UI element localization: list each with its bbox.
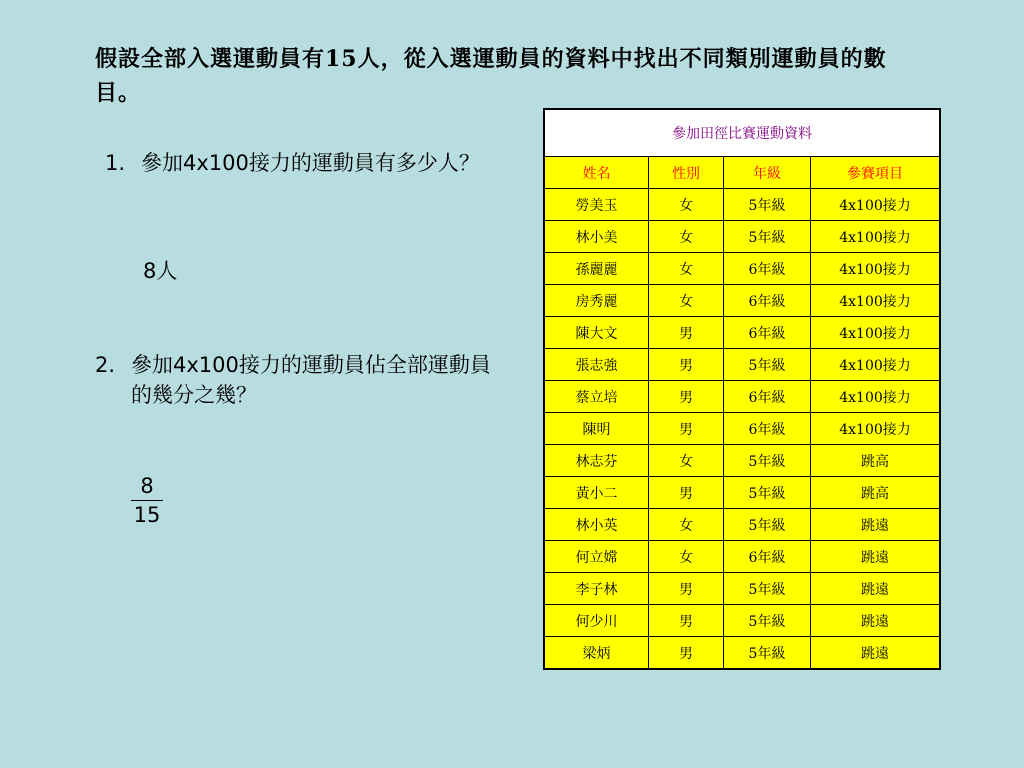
question-2-text: 參加4x100接力的運動員佔全部運動員的幾分之幾？ (131, 353, 491, 407)
cell-gender: 男 (649, 605, 724, 637)
cell-grade: 5年級 (724, 573, 811, 605)
cell-name: 林小英 (544, 509, 649, 541)
cell-name: 李子林 (544, 573, 649, 605)
cell-grade: 5年級 (724, 477, 811, 509)
table-row (544, 285, 940, 317)
cell-event: 跳高 (811, 477, 941, 509)
table-row (544, 221, 940, 253)
cell-name: 何少川 (544, 605, 649, 637)
table-row (544, 477, 940, 509)
table-row (544, 541, 940, 573)
cell-gender: 女 (649, 541, 724, 573)
cell-gender: 女 (649, 253, 724, 285)
question-2 (95, 350, 495, 410)
cell-gender: 女 (649, 509, 724, 541)
cell-event: 4x100接力 (811, 189, 941, 221)
table-row (544, 381, 940, 413)
cell-gender: 男 (649, 381, 724, 413)
cell-gender: 女 (649, 285, 724, 317)
cell-grade: 5年級 (724, 349, 811, 381)
question-2-number: 2. (95, 353, 116, 377)
table-row (544, 509, 940, 541)
table-row (544, 445, 940, 477)
fraction-denominator: 15 (133, 503, 161, 527)
cell-name: 孫麗麗 (544, 253, 649, 285)
cell-name: 陳大文 (544, 317, 649, 349)
table-row (544, 349, 940, 381)
cell-grade: 6年級 (724, 413, 811, 445)
cell-gender: 男 (649, 573, 724, 605)
cell-grade: 5年級 (724, 509, 811, 541)
question-1 (105, 148, 505, 178)
table-row (544, 573, 940, 605)
header-name: 姓名 (544, 157, 649, 189)
cell-event: 4x100接力 (811, 317, 941, 349)
cell-event: 跳遠 (811, 509, 941, 541)
cell-event: 4x100接力 (811, 413, 941, 445)
fraction-numerator: 8 (140, 474, 154, 498)
cell-gender: 女 (649, 445, 724, 477)
cell-grade: 6年級 (724, 285, 811, 317)
cell-gender: 女 (649, 189, 724, 221)
cell-grade: 5年級 (724, 637, 811, 670)
table-title: 參加田徑比賽運動資料 (544, 109, 940, 157)
cell-event: 4x100接力 (811, 285, 941, 317)
cell-gender: 男 (649, 477, 724, 509)
question-2-answer-fraction (131, 474, 163, 527)
question-1-answer: 8人 (143, 259, 178, 283)
cell-event: 跳遠 (811, 573, 941, 605)
question-1-text: 參加4x100接力的運動員有多少人？ (141, 151, 480, 175)
header-event: 參賽項目 (811, 157, 941, 189)
table-row (544, 605, 940, 637)
cell-event: 4x100接力 (811, 253, 941, 285)
cell-grade: 5年級 (724, 189, 811, 221)
cell-event: 跳遠 (811, 605, 941, 637)
fraction-bar (131, 500, 163, 501)
cell-gender: 男 (649, 317, 724, 349)
cell-grade: 6年級 (724, 541, 811, 573)
cell-gender: 女 (649, 221, 724, 253)
cell-grade: 5年級 (724, 445, 811, 477)
cell-name: 梁炳 (544, 637, 649, 670)
table-row (544, 189, 940, 221)
cell-name: 蔡立培 (544, 381, 649, 413)
cell-name: 勞美玉 (544, 189, 649, 221)
question-1-number: 1. (105, 151, 126, 175)
header-gender: 性別 (649, 157, 724, 189)
header-grade: 年級 (724, 157, 811, 189)
cell-name: 張志強 (544, 349, 649, 381)
cell-event: 4x100接力 (811, 349, 941, 381)
cell-name: 陳明 (544, 413, 649, 445)
table-header-row (544, 157, 940, 189)
cell-name: 林小美 (544, 221, 649, 253)
cell-grade: 6年級 (724, 317, 811, 349)
slide-heading: 假設全部入選運動員有15人，從入選運動員的資料中找出不同類別運動員的數目。 (95, 46, 887, 106)
cell-event: 4x100接力 (811, 381, 941, 413)
table-row (544, 317, 940, 349)
athlete-data-table (543, 108, 941, 670)
cell-name: 林志芬 (544, 445, 649, 477)
cell-gender: 男 (649, 637, 724, 670)
cell-event: 跳高 (811, 445, 941, 477)
table-body (544, 189, 940, 670)
cell-gender: 男 (649, 349, 724, 381)
cell-grade: 6年級 (724, 253, 811, 285)
cell-grade: 5年級 (724, 605, 811, 637)
cell-name: 黃小二 (544, 477, 649, 509)
table-row (544, 253, 940, 285)
cell-gender: 男 (649, 413, 724, 445)
cell-grade: 5年級 (724, 221, 811, 253)
cell-event: 4x100接力 (811, 221, 941, 253)
table-row (544, 413, 940, 445)
cell-grade: 6年級 (724, 381, 811, 413)
table-row (544, 637, 940, 670)
cell-name: 房秀麗 (544, 285, 649, 317)
cell-event: 跳遠 (811, 637, 941, 670)
cell-event: 跳遠 (811, 541, 941, 573)
cell-name: 何立嫦 (544, 541, 649, 573)
